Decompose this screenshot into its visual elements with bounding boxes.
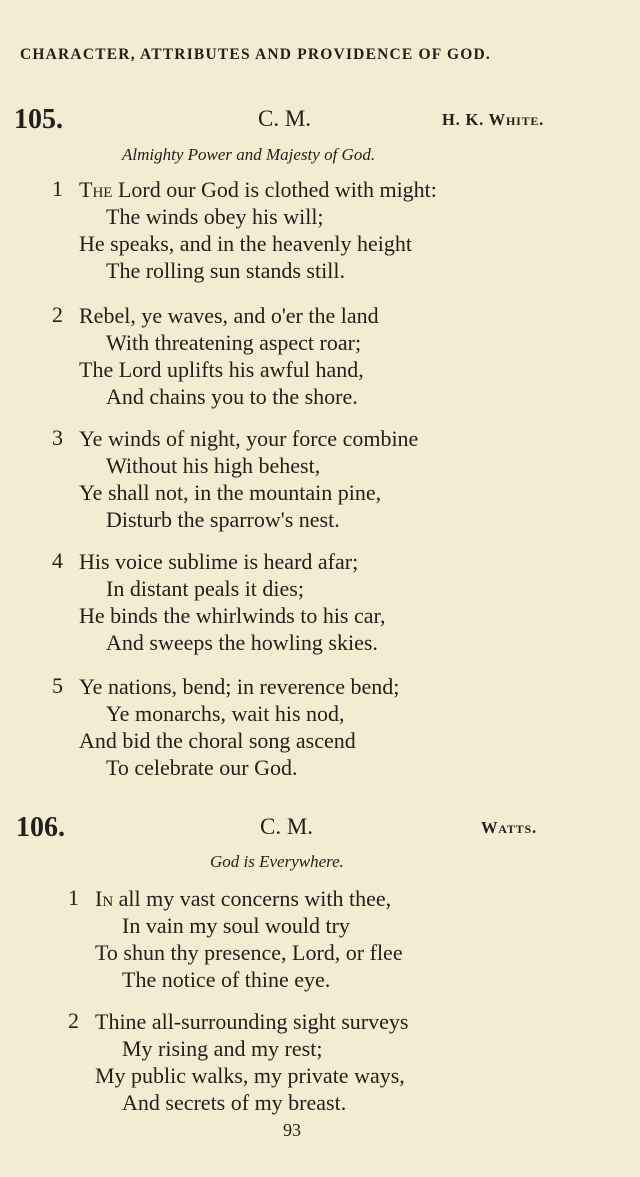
verse-line: Ye shall not, in the mountain pine, <box>79 480 382 505</box>
verse-line: The rolling sun stands still. <box>106 258 345 283</box>
verse-number: 1 <box>52 176 63 201</box>
hymn-meter: C. M. <box>258 106 312 131</box>
hymn-title: God is Everywhere. <box>210 852 344 871</box>
verse-line: Without his high behest, <box>106 453 321 478</box>
verse-line: Ye monarchs, wait his nod, <box>106 701 345 726</box>
hymn-author: Watts. <box>481 818 537 837</box>
verse-line: And bid the choral song ascend <box>79 728 356 753</box>
verse-line: And sweeps the howling skies. <box>106 630 378 655</box>
running-head: CHARACTER, ATTRIBUTES AND PROVIDENCE OF GOD. <box>20 46 491 63</box>
verse-line: My public walks, my private ways, <box>95 1063 405 1088</box>
verse-first-word: In <box>95 886 114 911</box>
hymn-number: 106. <box>16 812 65 843</box>
verse-line: In distant peals it dies; <box>106 576 304 601</box>
hymn-title: Almighty Power and Majesty of God. <box>122 145 376 164</box>
verse-line: Thine all-surrounding sight surveys <box>95 1009 409 1034</box>
verse-line: The notice of thine eye. <box>122 967 331 992</box>
verse-line: The winds obey his will; <box>106 204 324 229</box>
verse-line-rest: Lord our God is clothed with might: <box>112 177 437 202</box>
hymn-meter: C. M. <box>260 814 314 839</box>
verse-line: His voice sublime is heard afar; <box>79 549 359 574</box>
verse-number: 2 <box>52 302 63 327</box>
verse-line: The Lord uplifts his awful hand, <box>79 357 364 382</box>
verse-line: To shun thy presence, Lord, or flee <box>95 940 403 965</box>
verse-line: He speaks, and in the heavenly height <box>79 231 412 256</box>
hymn-number: 105. <box>14 104 63 135</box>
verse-number: 3 <box>52 425 63 450</box>
hymn-header-105 <box>0 104 640 138</box>
verse-line: And chains you to the shore. <box>106 384 358 409</box>
verse-line: Ye nations, bend; in reverence bend; <box>79 674 400 699</box>
verse-first-word: The <box>79 177 113 202</box>
page-number: 93 <box>283 1120 301 1140</box>
verse-line-rest: all my vast concerns with thee, <box>113 886 392 911</box>
verse-line: He binds the whirlwinds to his car, <box>79 603 386 628</box>
verse-number: 2 <box>68 1008 79 1033</box>
verse-number: 1 <box>68 885 79 910</box>
verse-number: 4 <box>52 548 63 573</box>
verse-line: Ye winds of night, your force combine <box>79 426 419 451</box>
verse-line <box>79 176 437 203</box>
verse-line: With threatening aspect roar; <box>106 330 362 355</box>
hymn-author: H. K. White. <box>442 110 545 129</box>
verse-line: My rising and my rest; <box>122 1036 323 1061</box>
verse-number: 5 <box>52 673 63 698</box>
verse-line: To celebrate our God. <box>106 755 298 780</box>
verse-line: In vain my soul would try <box>122 913 350 938</box>
verse-line <box>95 885 391 912</box>
verse-line: And secrets of my breast. <box>122 1090 347 1115</box>
verse-line: Disturb the sparrow's nest. <box>106 507 340 532</box>
hymn-header-106 <box>0 812 640 846</box>
verse-line: Rebel, ye waves, and o'er the land <box>79 303 379 328</box>
